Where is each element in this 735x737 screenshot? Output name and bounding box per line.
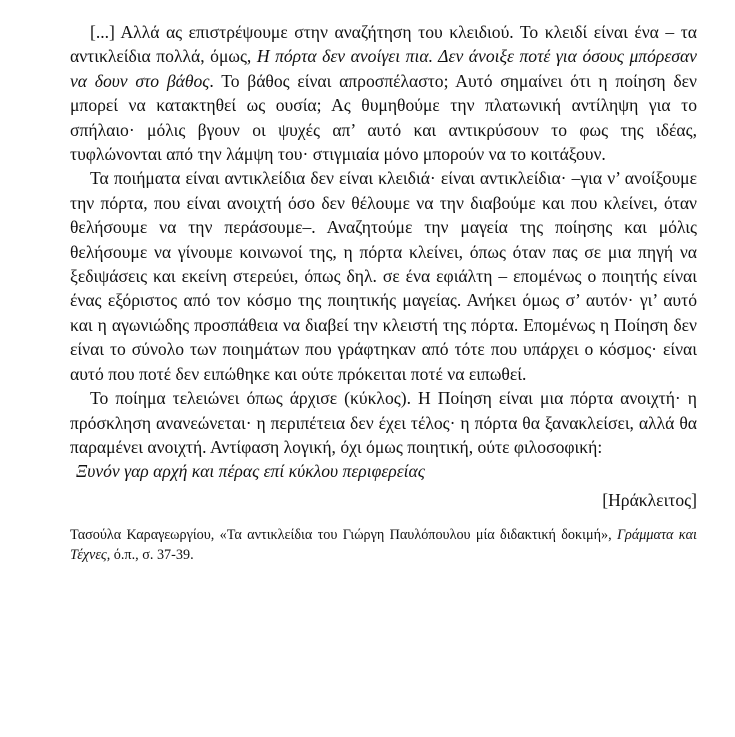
source-citation [70,526,697,565]
source-citation-journal: Γράμματα και Τέχνες [70,527,697,563]
essay-body [70,20,697,459]
source-citation-author-title: Τασούλα Καραγεωργίου, «Τα αντικλείδια του Γιώργη Παυλόπουλου μία διδακτική δοκιμή», [70,527,617,544]
paragraph-1-text-a: [...] Αλλά ας επιστρέψουμε στην αναζήτηση του κλειδιού. Το κλειδί είναι ένα – τα αντικλείδια πολλά, όμως, [70,22,697,67]
heraclitus-quote: Ξυνόν γαρ αρχή και πέρας επί κύκλου περιφερείας [76,461,425,482]
paragraph-2 [70,166,697,386]
paragraph-1 [70,20,697,166]
paragraph-2-text: Τα ποιήματα είναι αντικλείδια δεν είναι κλειδιά· είναι αντικλείδια· –για ν’ ανοίξουμε την πόρτα, που είναι ανοιχτή όσο δεν θέλουμε να την διαβούμε και που κλείνει, όταν θελήσουμε να την περάσουμε–. Αναζητούμε την μαγεία της ποίησης και μόλις θελήσουμε να γίνουμε κοινωνοί της, η πόρτα κλείνει, όπως όταν πας σε μια πηγή να ξεδιψάσεις και εκείνη στερεύει, όπως δηλ. σε ένα εφιάλτη – επομένως ο ποιητής είναι ένας εξόριστος από τον κόσμο της ποιητικής μαγείας. Ανήκει όμως σ’ αυτόν· γι’ αυτό και η αγωνιώδης προσπάθεια να διαβεί την κλειστή της πόρτα. Επομένως η Ποίηση δεν είναι το σύνολο των ποιημάτων που γράφτηκαν από τότε που υπάρχει ο κόσμος· είναι αυτό που ποτέ δεν ειπώθηκε και ούτε πρόκειται ποτέ να ειπωθεί. [70,168,697,384]
source-citation-pages: , ό.π., σ. 37-39. [106,546,194,563]
paragraph-1-italic-quote: Η πόρτα δεν ανοίγει πια. Δεν άνοιξε ποτέ για όσους μπόρεσαν να δουν στο βάθος [70,46,697,91]
paragraph-1-text-b: . Το βάθος είναι απροσπέλαστο; Αυτό σημαίνει ότι η ποίηση δεν μπορεί να κατακτηθεί ως ουσία; Ας θυμηθούμε την πλατωνική αντίληψη για το σπήλαιο· μόλις βγουν οι ψυχές απ’ αυτό και αντικρύσουν το φως της ιδέας, τυφλώνονται από την λάμψη του· στιγμιαία μόνο μπορούν να το κοιτάξουν. [70,70,697,165]
paragraph-3 [70,386,697,459]
quote-attribution: [Ηράκλειτος] [602,489,697,510]
paragraph-3-text: Το ποίημα τελειώνει όπως άρχισε (κύκλος). Η Ποίηση είναι μια πόρτα ανοιχτή· η πρόσκληση ανανεώνεται· η περιπέτεια δεν έχει τέλος· η πόρτα θα ξανακλείσει, αλλά θα παραμένει ανοιχτή. Αντίφαση λογική, όχι όμως ποιητική, ούτε φιλοσοφική: [70,388,697,457]
